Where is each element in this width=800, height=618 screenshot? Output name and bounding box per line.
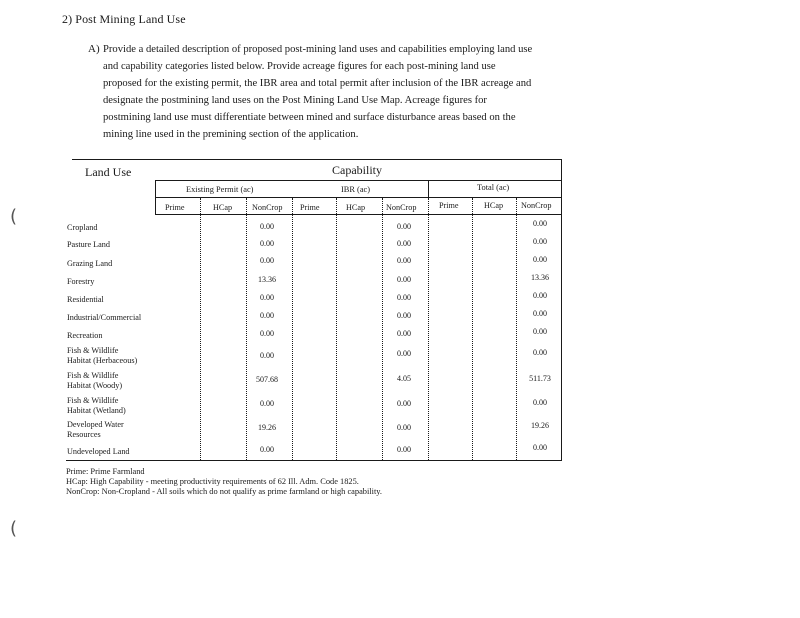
ibr-noncrop-value: 0.00	[397, 293, 411, 302]
existing-noncrop-value: 13.36	[258, 275, 276, 284]
row-label: Industrial/Commercial	[67, 313, 142, 322]
column-header: NonCrop	[252, 203, 283, 212]
ibr-noncrop-value: 0.00	[397, 349, 411, 358]
column-header: HCap	[484, 201, 504, 210]
capability-divider	[428, 180, 429, 197]
total-noncrop-value: 0.00	[533, 237, 547, 246]
ibr-noncrop-value: 0.00	[397, 222, 411, 231]
ibr-noncrop-value: 0.00	[397, 311, 411, 320]
paragraph-line: mining line used in the premining section of the application.	[103, 129, 359, 141]
table-bottom-rule	[66, 460, 562, 461]
existing-noncrop-value: 0.00	[260, 256, 274, 265]
total-noncrop-value: 0.00	[533, 219, 547, 228]
total-noncrop-value: 13.36	[531, 273, 549, 282]
total-noncrop-value: 0.00	[533, 327, 547, 336]
total-noncrop-value: 0.00	[533, 348, 547, 357]
column-divider	[472, 198, 473, 460]
row-label: Grazing Land	[67, 259, 113, 268]
column-header: Prime	[439, 201, 459, 210]
row-label: Fish & Wildlife Habitat (Woody)	[67, 371, 123, 390]
row-label: Developed Water Resources	[67, 420, 124, 439]
column-divider	[246, 198, 247, 460]
existing-noncrop-value: 0.00	[260, 239, 274, 248]
legend-line: NonCrop: Non-Cropland - All soils which do not qualify as prime farmland or high capability.	[66, 487, 383, 497]
column-header: HCap	[346, 203, 366, 212]
column-header: NonCrop	[386, 203, 417, 212]
legend-line: HCap: High Capability - meeting productivity requirements of 62 Ill. Adm. Code 1825.	[66, 477, 359, 487]
column-divider	[428, 198, 429, 460]
ibr-noncrop-value: 0.00	[397, 399, 411, 408]
paragraph-line: Provide a detailed description of proposed post-mining land uses and capabilities employing land use	[103, 44, 533, 55]
group-header-existing: Existing Permit (ac)	[186, 185, 254, 194]
total-noncrop-value: 0.00	[533, 309, 547, 318]
column-header: Prime	[300, 203, 320, 212]
column-divider	[292, 198, 293, 460]
total-noncrop-value: 0.00	[533, 291, 547, 300]
total-noncrop-value: 19.26	[531, 421, 549, 430]
existing-noncrop-value: 0.00	[260, 222, 274, 231]
paragraph-line: and capability categories listed below. Provide acreage figures for each post-mining land use	[103, 61, 496, 73]
column-divider	[200, 198, 201, 460]
table-legend	[66, 467, 382, 498]
column-divider	[382, 198, 383, 460]
total-noncrop-value: 0.00	[533, 398, 547, 407]
total-noncrop-value: 0.00	[533, 443, 547, 452]
paragraph-line: postmining land use must differentiate between mined and surface disturbance areas based on the	[103, 112, 516, 124]
ibr-noncrop-value: 0.00	[397, 239, 411, 248]
ibr-noncrop-value: 0.00	[397, 275, 411, 284]
row-label: Recreation	[67, 331, 103, 340]
ibr-noncrop-value: 0.00	[397, 256, 411, 265]
column-header: NonCrop	[521, 201, 552, 210]
existing-noncrop-value: 507.68	[256, 375, 278, 384]
existing-noncrop-value: 0.00	[260, 445, 274, 454]
row-label: Pasture Land	[67, 240, 110, 249]
group-divider	[155, 180, 156, 215]
row-label: Forestry	[67, 277, 95, 286]
total-noncrop-value: 511.73	[529, 374, 551, 383]
existing-noncrop-value: 0.00	[260, 351, 274, 360]
section-heading: 2) Post Mining Land Use	[62, 12, 186, 26]
legend-line: Prime: Prime Farmland	[66, 467, 145, 476]
ibr-noncrop-value: 0.00	[397, 445, 411, 454]
group-header-total: Total (ac)	[477, 183, 510, 192]
column-header: HCap	[213, 203, 233, 212]
column-header: Prime	[165, 203, 185, 212]
header-rule	[155, 180, 561, 181]
row-label: Residential	[67, 295, 104, 304]
land-use-header: Land Use	[85, 165, 132, 179]
capability-header: Capability	[332, 163, 382, 177]
ibr-noncrop-value: 0.00	[397, 329, 411, 338]
column-header-rule	[155, 214, 561, 215]
table-right-border	[561, 159, 562, 461]
paragraph-line: proposed for the existing permit, the IBR area and total permit after inclusion of the IBR acreage and	[103, 78, 532, 90]
existing-noncrop-value: 0.00	[260, 329, 274, 338]
total-noncrop-value: 0.00	[533, 255, 547, 264]
group-header-ibr: IBR (ac)	[341, 185, 371, 194]
column-divider	[336, 198, 337, 460]
scan-artifact-mark: (	[10, 518, 18, 539]
row-label: Undeveloped Land	[67, 447, 130, 456]
row-label: Fish & Wildlife Habitat (Wetland)	[67, 396, 126, 415]
column-divider	[516, 198, 517, 460]
ibr-noncrop-value: 4.05	[397, 374, 411, 383]
row-label: Cropland	[67, 223, 98, 232]
existing-noncrop-value: 0.00	[260, 293, 274, 302]
scan-artifact-mark: (	[10, 206, 18, 227]
existing-noncrop-value: 19.26	[258, 423, 276, 432]
ibr-noncrop-value: 0.00	[397, 423, 411, 432]
existing-noncrop-value: 0.00	[260, 311, 274, 320]
existing-noncrop-value: 0.00	[260, 399, 274, 408]
group-rule	[155, 197, 561, 198]
row-label: Fish & Wildlife Habitat (Herbaceous)	[67, 346, 138, 365]
paragraph-label: A)	[88, 43, 100, 55]
paragraph-line: designate the postmining land uses on the Post Mining Land Use Map. Acreage figures for	[103, 95, 487, 107]
table-top-rule	[72, 159, 562, 160]
